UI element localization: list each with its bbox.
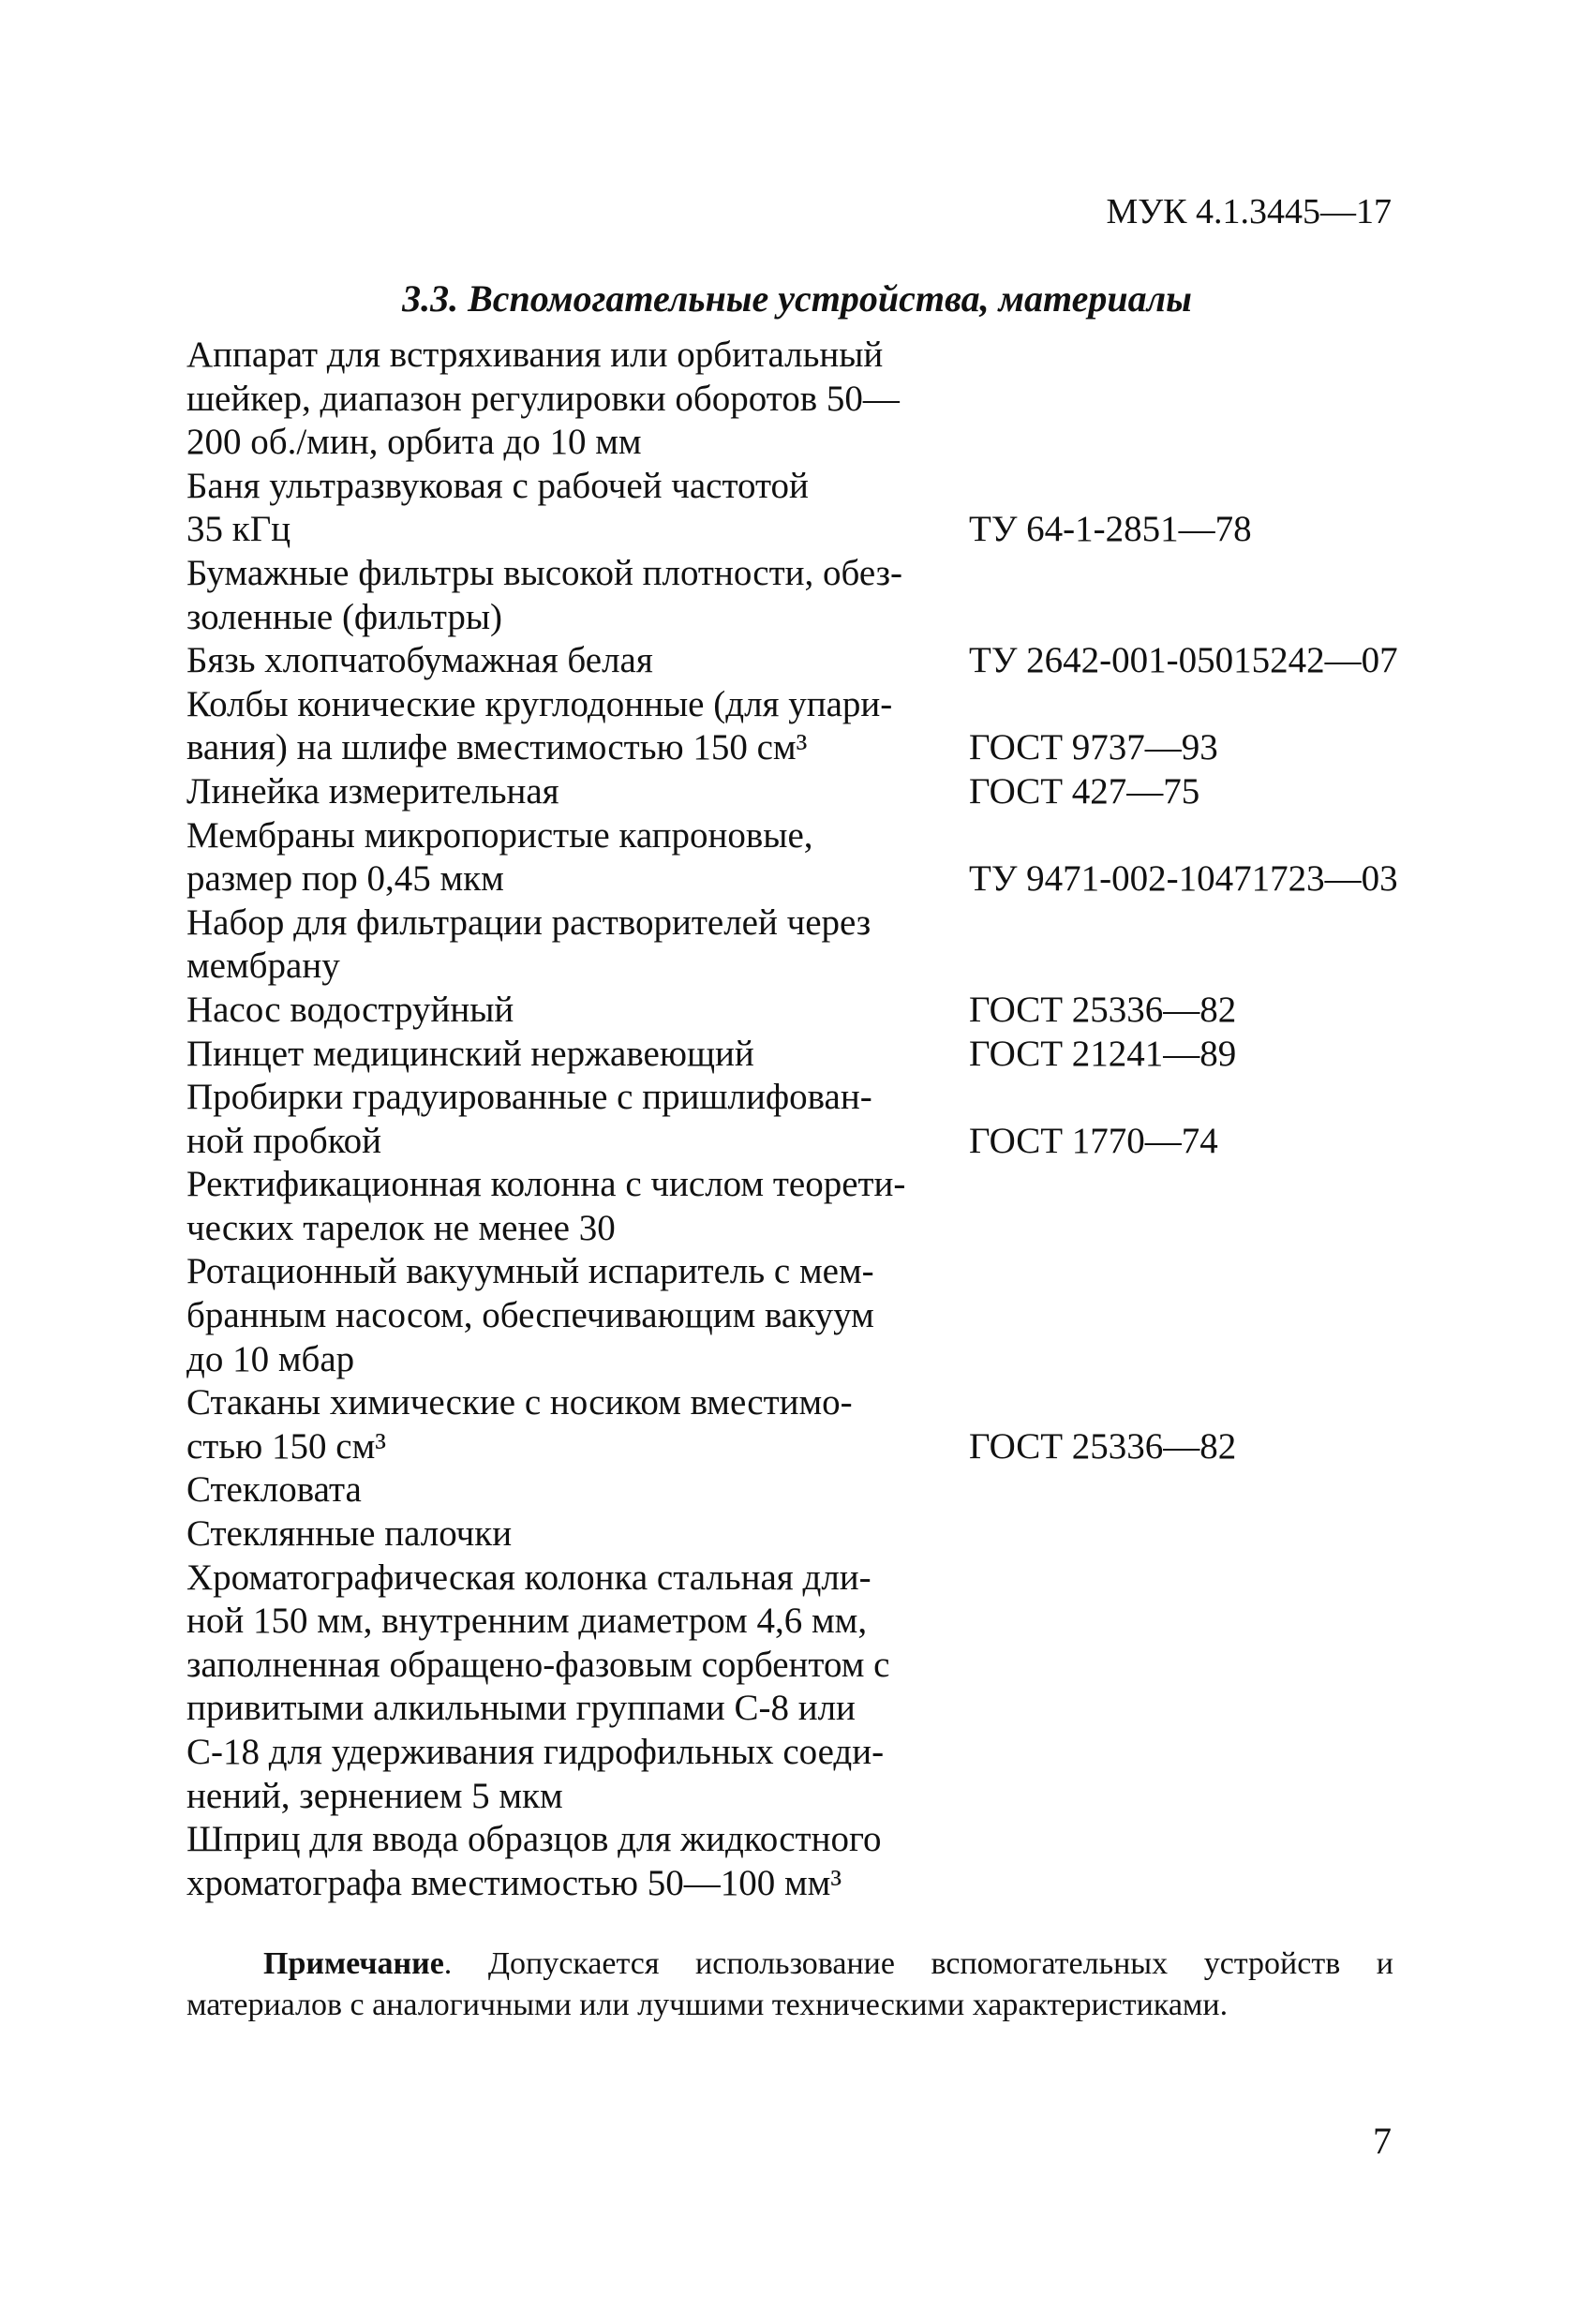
item-description: Ротационный вакуумный испаритель с мем- бранным насосом, обеспечивающим вакуум до 10 мбар: [186, 1251, 874, 1379]
item-description: Набор для фильтрации растворителей через мембрану: [186, 901, 871, 987]
section-title: 3.3. Вспомогательные устройства, материалы: [402, 277, 1192, 320]
item-standard: ГОСТ 427—75: [969, 770, 1200, 812]
list-item: [186, 465, 1461, 552]
note-paragraph: [186, 1944, 1393, 2026]
list-item: [186, 1163, 1461, 1250]
list-item: [186, 1076, 1461, 1163]
list-item: [186, 1033, 1461, 1077]
item-description: Хроматографическая колонка стальная дли- ной 150 мм, внутренним диаметром 4,6 мм, заполненная обращено-фазовым сорбентом с привитыми алкильными группами С-8 или С-18 для удерживания гидрофильных соеди- нений, зернением 5 мкм: [186, 1557, 890, 1816]
item-description: Стекловата: [186, 1469, 362, 1511]
item-standard: ГОСТ 25336—82: [969, 989, 1237, 1030]
list-item: [186, 1250, 1461, 1381]
list-item: [186, 901, 1461, 989]
list-item: [186, 552, 1461, 639]
item-standard: ГОСТ 9737—93: [969, 727, 1218, 768]
item-description: Бумажные фильтры высокой плотности, обез- золенные (фильтры): [186, 552, 903, 637]
item-description: Ректификационная колонна с числом теорети- ческих тарелок не менее 30: [186, 1164, 906, 1248]
list-item: [186, 1557, 1461, 1819]
item-description: Аппарат для встряхивания или орбитальный шейкер, диапазон регулировки оборотов 50— 200 об./мин, орбита до 10 мм: [186, 335, 900, 463]
item-description: Бязь хлопчатобумажная белая: [186, 640, 653, 681]
item-description: Пинцет медицинский нержавеющий: [186, 1033, 754, 1074]
item-description: Пробирки градуированные с пришлифован- ной пробкой: [186, 1077, 872, 1161]
item-standard: ТУ 64-1-2851—78: [969, 509, 1252, 550]
item-standard: ГОСТ 21241—89: [969, 1033, 1237, 1074]
page-number: 7: [1373, 2120, 1392, 2162]
list-item: [186, 683, 1461, 770]
item-standard: ГОСТ 25336—82: [969, 1425, 1237, 1467]
item-description: Насос водоструйный: [186, 989, 514, 1030]
list-item: [186, 1818, 1461, 1905]
item-description: Мембраны микропористые капроновые, размер пор 0,45 мкм: [186, 814, 813, 900]
list-item: [186, 1468, 1461, 1512]
note-label: Примечание: [263, 1946, 444, 1981]
equipment-list: [186, 334, 1461, 1905]
list-item: [186, 814, 1461, 901]
item-standard: ГОСТ 1770—74: [969, 1120, 1218, 1161]
note-text: . Допускается использование вспомогательных устройств и материалов с аналогичными или лучшими техническими характеристиками.: [186, 1946, 1393, 2022]
list-item: [186, 334, 1461, 465]
item-standard: ТУ 9471-002-10471723—03: [969, 858, 1398, 900]
list-item: [186, 989, 1461, 1033]
list-item: [186, 1512, 1461, 1557]
item-description: Линейка измерительная: [186, 770, 559, 812]
document-code: МУК 4.1.3445—17: [1106, 192, 1392, 231]
item-description: Колбы конические круглодонные (для упари- вания) на шлифе вместимостью 150 см³: [186, 683, 893, 768]
list-item: [186, 770, 1461, 814]
list-item: [186, 639, 1461, 683]
item-description: Стаканы химические с носиком вместимо- стью 150 см³: [186, 1382, 853, 1467]
item-description: Баня ультразвуковая с рабочей частотой 35 кГц: [186, 465, 809, 550]
item-description: Шприц для ввода образцов для жидкостного хроматографа вместимостью 50—100 мм³: [186, 1819, 882, 1903]
item-standard: ТУ 2642-001-05015242—07: [969, 640, 1398, 681]
list-item: [186, 1381, 1461, 1468]
item-description: Стеклянные палочки: [186, 1513, 513, 1555]
